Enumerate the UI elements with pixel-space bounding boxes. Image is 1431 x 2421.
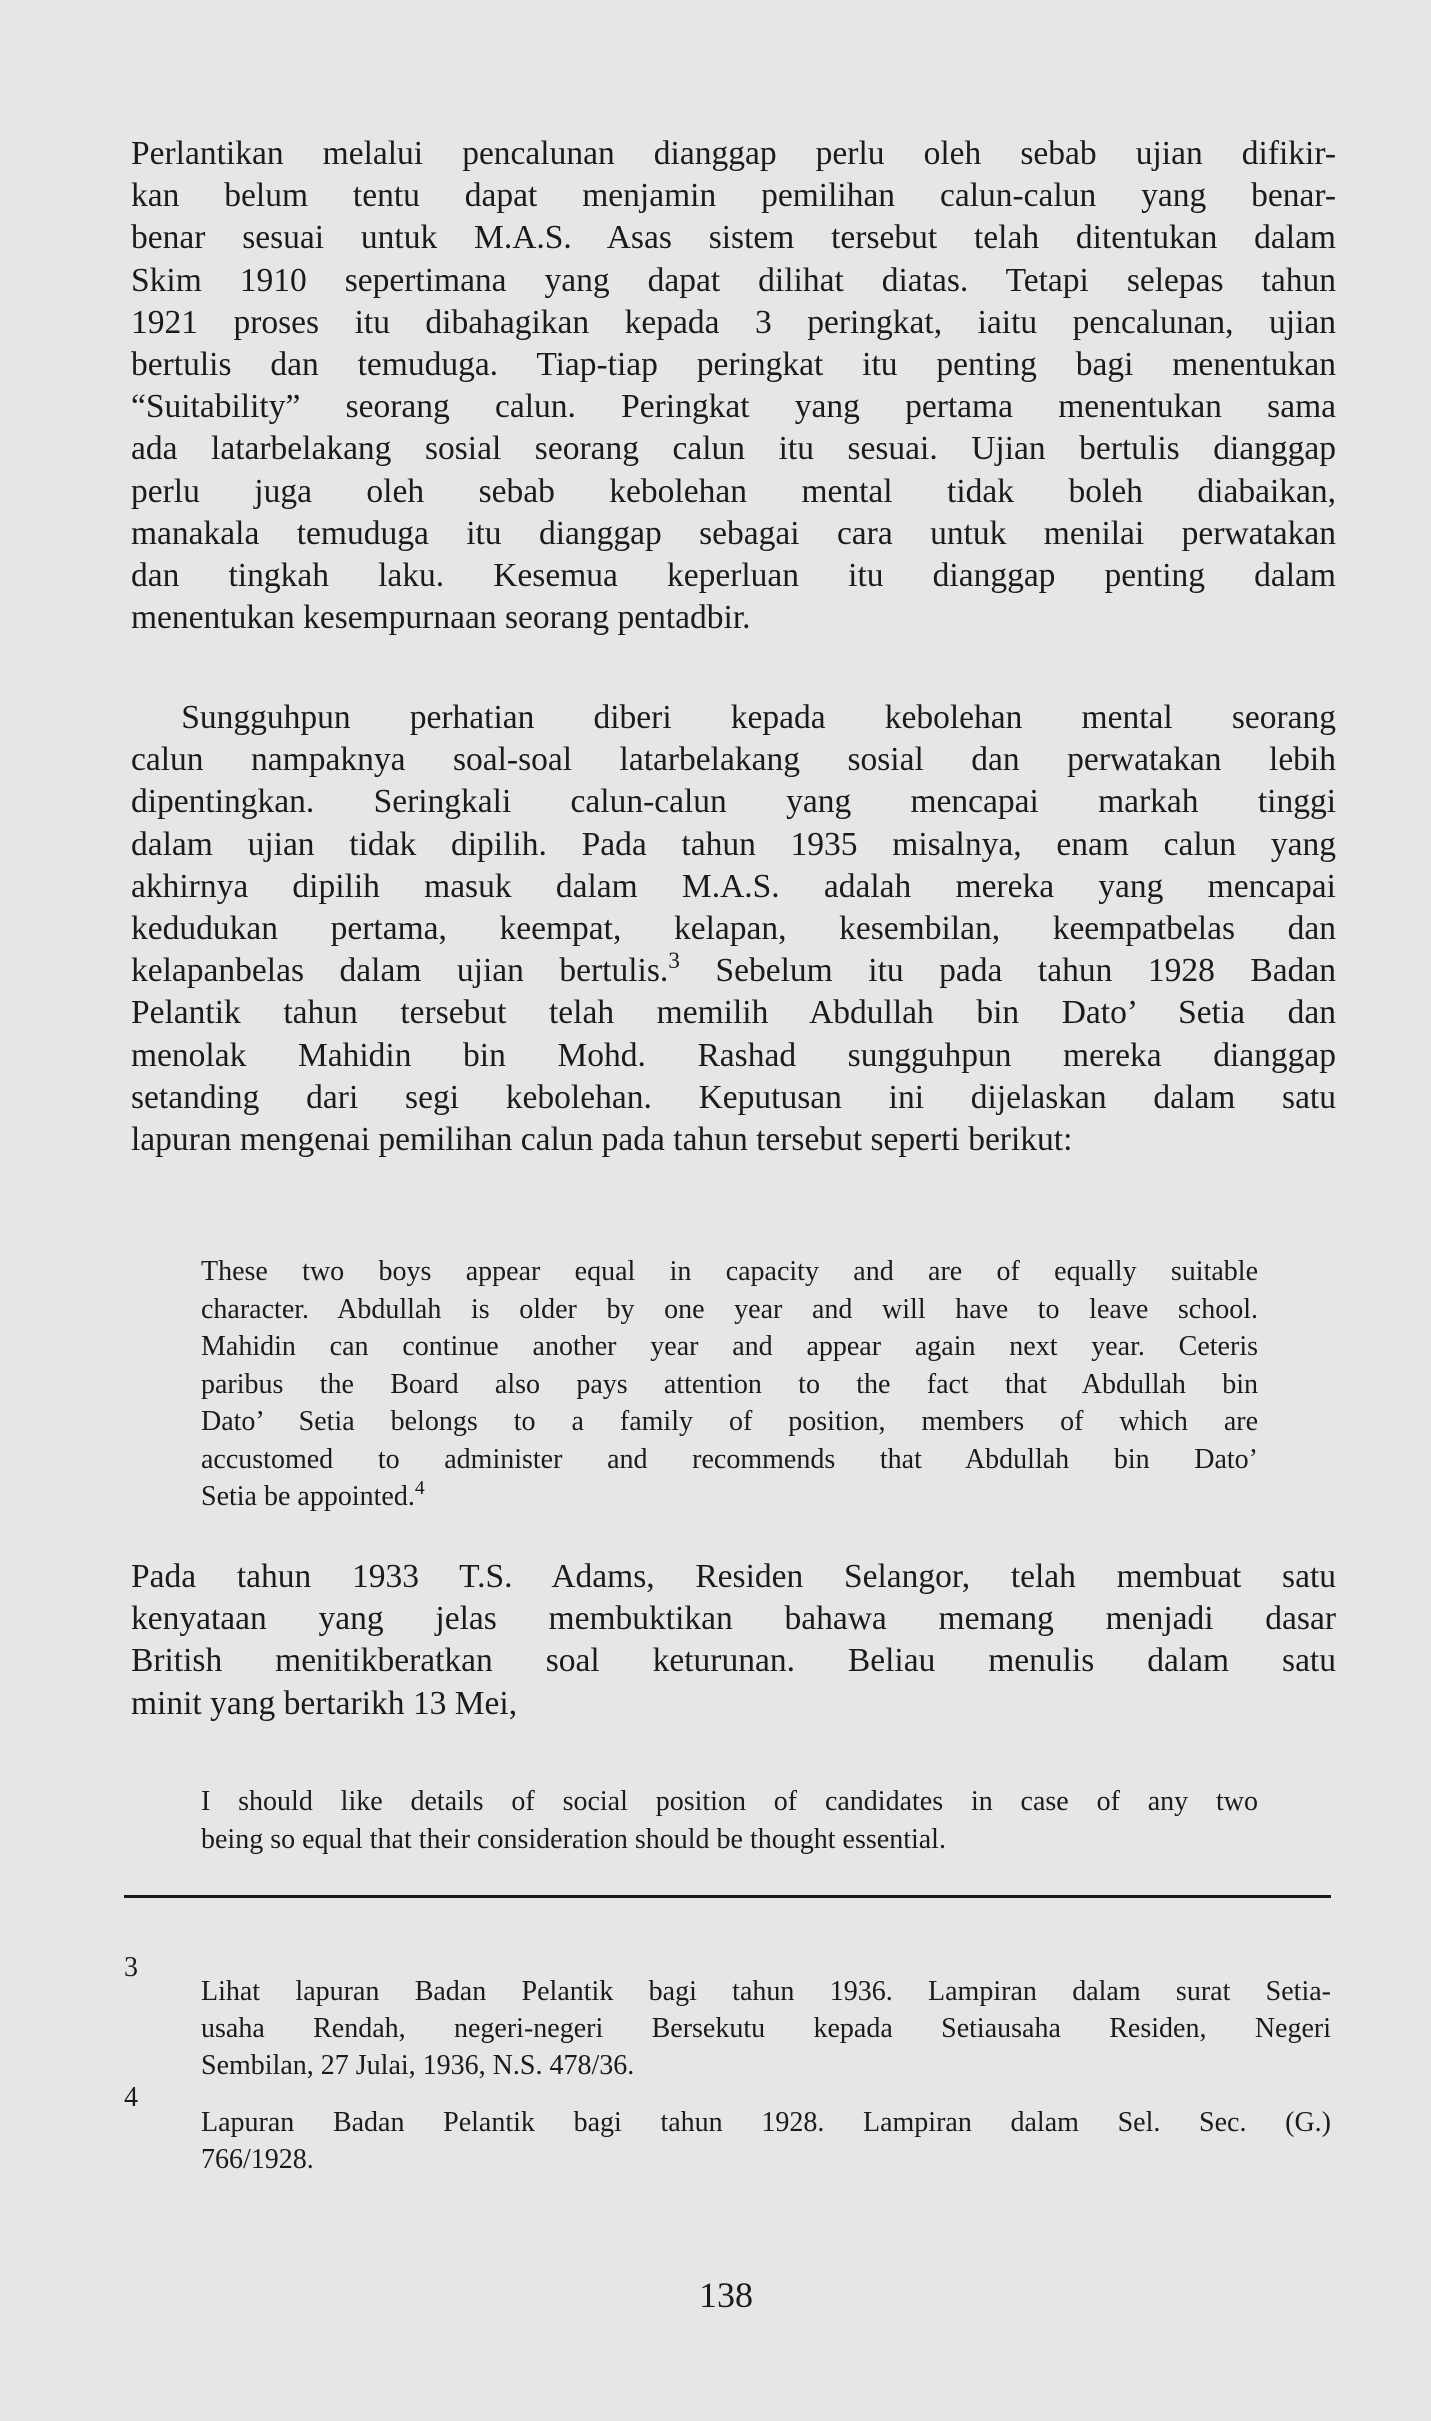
block-quote-2 [201, 1783, 1258, 1858]
text-line: kenyataan yang jelas membuktikan bahawa memang menjadi dasar [131, 1600, 1336, 1638]
text-line: setanding dari segi kebolehan. Keputusan ini dijelaskan dalam satu [131, 1078, 1336, 1116]
text-line: akhirnya dipilih masuk dalam M.A.S. adalah mereka yang mencapai [131, 867, 1336, 905]
page-number: 138 [699, 2275, 753, 2315]
text-line: benar sesuai untuk M.A.S. Asas sistem tersebut telah ditentukan dalam [131, 219, 1336, 257]
text-line: dan tingkah laku. Kesemua keperluan itu dianggap penting dalam [131, 557, 1336, 595]
block-quote-1 [201, 1253, 1258, 1516]
text-line: bertulis dan temuduga. Tiap-tiap peringkat itu penting bagi menentukan [131, 346, 1336, 384]
paragraph-3 [131, 1556, 1336, 1725]
text-line: kan belum tentu dapat menjamin pemilihan calun-calun yang benar- [131, 177, 1336, 215]
paragraph-2 [131, 697, 1336, 1161]
text-line: Sungguhpun perhatian diberi kepada kebolehan mental seorang [131, 699, 1336, 736]
text-line: Sembilan, 27 Julai, 1936, N.S. 478/36. [201, 2050, 635, 2081]
text-line: British menitikberatkan soal keturunan. Beliau menulis dalam satu [131, 1642, 1336, 1680]
footnote-reference[interactable]: 4 [414, 1478, 425, 1500]
paragraph-1 [131, 133, 1336, 639]
text-line: paribus the Board also pays attention to the fact that Abdullah bin [201, 1368, 1258, 1400]
text-line: These two boys appear equal in capacity and are of equally suitable [201, 1256, 1258, 1287]
text-line: character. Abdullah is older by one year and will have to leave school. [201, 1293, 1258, 1325]
text-line: dalam ujian tidak dipilih. Pada tahun 1935 misalnya, enam calun yang [131, 825, 1336, 863]
text-line: lapuran mengenai pemilihan calun pada tahun tersebut seperti berikut: [131, 1121, 1073, 1159]
text-line: Skim 1910 sepertimana yang dapat dilihat diatas. Tetapi selepas tahun [131, 261, 1336, 299]
footnote-number-3: 3 [124, 1952, 138, 1983]
text-line: 1921 proses itu dibahagikan kepada 3 peringkat, iaitu pencalunan, ujian [131, 303, 1336, 341]
text-line: I should like details of social position of candidates in case of any two [201, 1786, 1258, 1817]
text-line: accustomed to administer and recommends that Abdullah bin Dato’ [201, 1443, 1258, 1475]
text-line: “Suitability” seorang calun. Peringkat yang pertama menentukan sama [131, 388, 1336, 426]
text-line: Pelantik tahun tersebut telah memilih Abdullah bin Dato’ Setia dan [131, 994, 1336, 1032]
text-line: being so equal that their consideration should be thought essential. [201, 1823, 946, 1855]
text-line: Lapuran Badan Pelantik bagi tahun 1928. Lampiran dalam Sel. Sec. (G.) [201, 2107, 1331, 2138]
text-line: Dato’ Setia belongs to a family of position, members of which are [201, 1406, 1258, 1437]
text-line: Pada tahun 1933 T.S. Adams, Residen Selangor, telah membuat satu [131, 1558, 1336, 1595]
text-line: ada latarbelakang sosial seorang calun itu sesuai. Ujian bertulis dianggap [131, 430, 1336, 468]
text-line: manakala temuduga itu dianggap sebagai cara untuk menilai perwatakan [131, 514, 1336, 552]
text-line: kelapanbelas dalam ujian bertulis.$^3$ Sebelum itu pada tahun 1928 Badan [131, 948, 1336, 990]
text-line: perlu juga oleh sebab kebolehan mental tidak boleh diabaikan, [131, 472, 1336, 510]
text-line: calun nampaknya soal-soal latarbelakang sosial dan perwatakan lebih [131, 741, 1336, 779]
footnote-4 [201, 2104, 1331, 2178]
text-line: Mahidin can continue another year and appear again next year. Ceteris [201, 1331, 1258, 1362]
text-line: minit yang bertarikh 13 Mei, [131, 1684, 518, 1722]
text-line: Lihat lapuran Badan Pelantik bagi tahun 1936. Lampiran dalam surat Setia- [201, 1976, 1331, 2007]
footnote-number-4: 4 [124, 2082, 138, 2113]
text-line: 766/1928. [201, 2144, 314, 2175]
footnote-3 [201, 1973, 1331, 2084]
text-line: menolak Mahidin bin Mohd. Rashad sungguhpun mereka dianggap [131, 1036, 1336, 1074]
text-line: menentukan kesempurnaan seorang pentadbir. [131, 599, 751, 637]
footnote-reference[interactable]: 3 [668, 948, 680, 975]
text-line: Perlantikan melalui pencalunan dianggap perlu oleh sebab ujian difikir- [131, 135, 1336, 172]
footnote-divider [124, 1895, 1331, 1898]
text-line: Setia be appointed.$^4$ [201, 1478, 425, 1512]
text-line: usaha Rendah, negeri-negeri Bersekutu kepada Setiausaha Residen, Negeri [201, 2013, 1331, 2044]
text-line: dipentingkan. Seringkali calun-calun yang mencapai markah tinggi [131, 783, 1336, 821]
text-line: kedudukan pertama, keempat, kelapan, kesembilan, keempatbelas dan [131, 910, 1336, 948]
